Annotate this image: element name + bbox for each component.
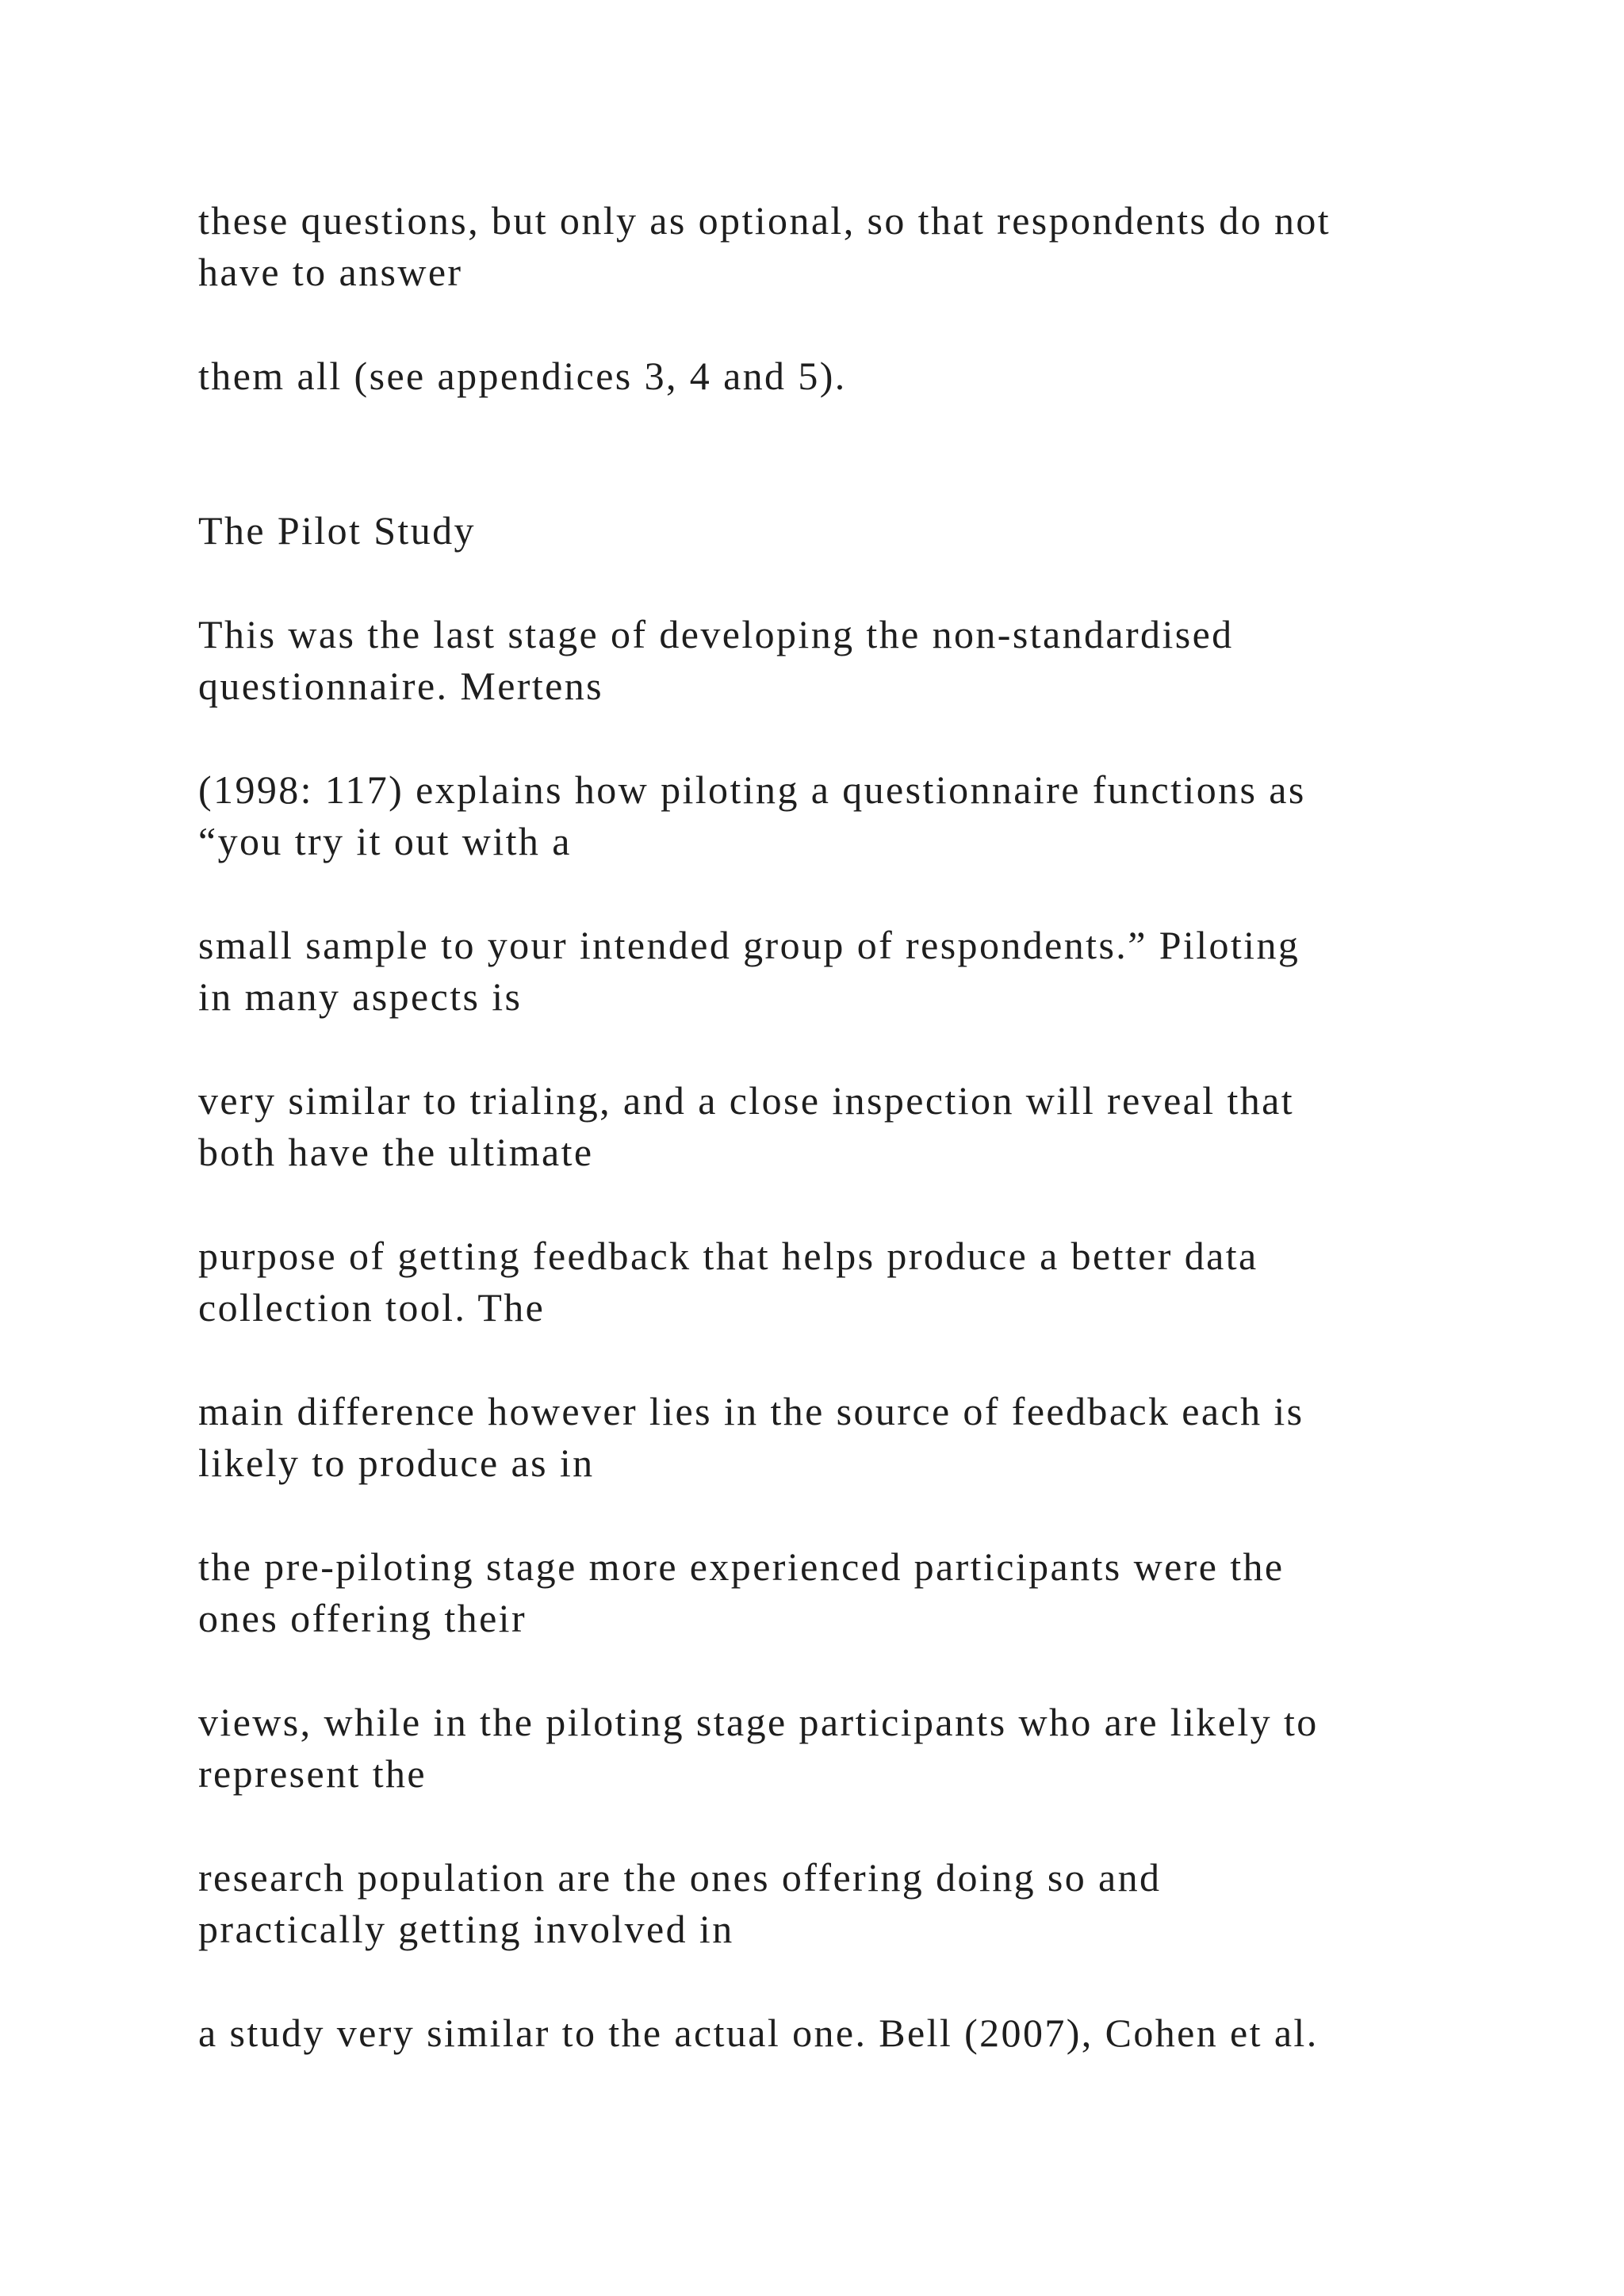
paragraph: research population are the ones offering doing so and practically getting involved in <box>198 1855 1162 1951</box>
paragraph: these questions, but only as optional, so that respondents do not have to answer <box>198 198 1331 294</box>
paragraph: a study very similar to the actual one. Bell (2007), Cohen et al. <box>198 2011 1319 2055</box>
paragraph: purpose of getting feedback that helps produce a better data collection tool. The <box>198 1234 1258 1330</box>
paragraph: them all (see appendices 3, 4 and 5). <box>198 354 847 398</box>
paragraph: very similar to trialing, and a close inspection will reveal that both have the ultimate <box>198 1078 1295 1174</box>
paragraph: views, while in the piloting stage participants who are likely to represent the <box>198 1700 1319 1796</box>
paragraph: small sample to your intended group of respondents.” Piloting in many aspects is <box>198 923 1300 1019</box>
section-heading: The Pilot Study <box>198 508 476 553</box>
paragraph: main difference however lies in the source of feedback each is likely to produce as in <box>198 1389 1304 1485</box>
paragraph: This was the last stage of developing the non-standardised questionnaire. Mertens <box>198 612 1234 708</box>
paragraph: (1998: 117) explains how piloting a questionnaire functions as “you try it out with a <box>198 767 1306 863</box>
paragraph: the pre-piloting stage more experienced participants were the ones offering their <box>198 1544 1285 1640</box>
document-body <box>198 195 1467 2111</box>
